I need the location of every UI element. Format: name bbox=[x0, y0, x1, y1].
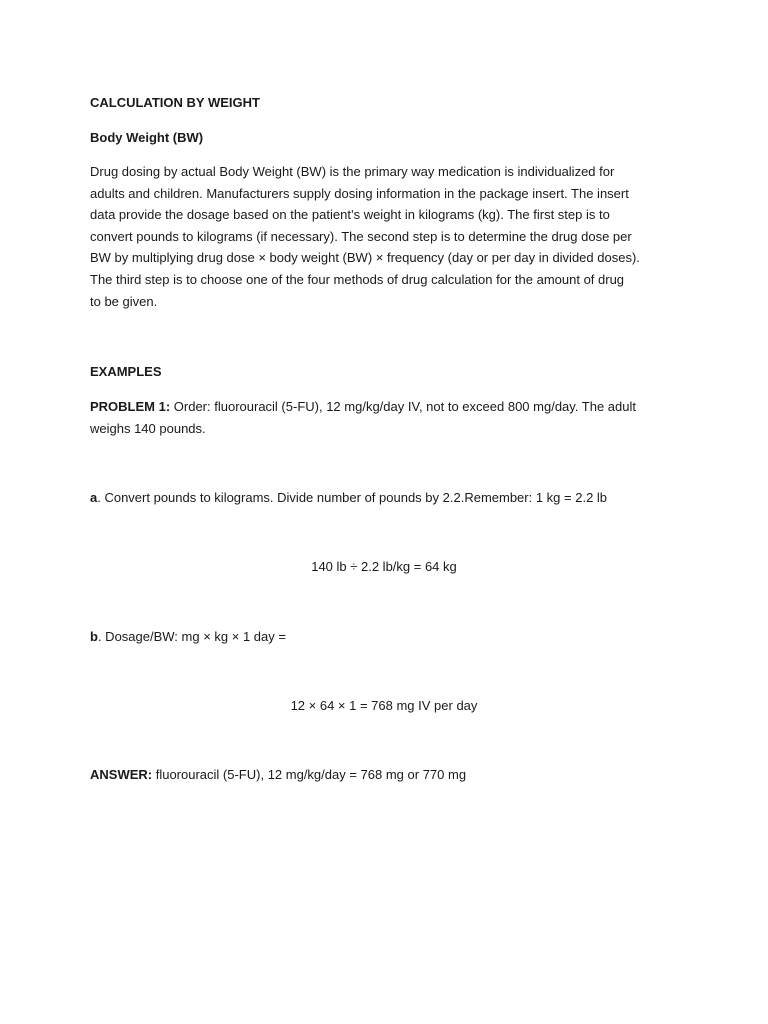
step-a-equation: 140 lb ÷ 2.2 lb/kg = 64 kg bbox=[311, 559, 457, 574]
step-a-text: . Convert pounds to kilograms. Divide number of pounds by 2.2.Remember: 1 kg = 2.2 lb bbox=[97, 490, 608, 505]
step-a bbox=[90, 487, 607, 509]
examples-heading: EXAMPLES bbox=[90, 364, 162, 379]
document-title: CALCULATION BY WEIGHT bbox=[90, 95, 260, 110]
step-b-text: . Dosage/BW: mg × kg × 1 day = bbox=[97, 629, 286, 644]
answer-label: ANSWER: bbox=[90, 767, 153, 782]
step-b-equation: 12 × 64 × 1 = 768 mg IV per day bbox=[290, 698, 478, 713]
intro-line: BW by multiplying drug dose × body weight (BW) × frequency (day or per day in divided doses). bbox=[90, 250, 640, 266]
step-a-label: a bbox=[90, 490, 98, 505]
intro-line: Drug dosing by actual Body Weight (BW) is the primary way medication is individualized for bbox=[90, 164, 615, 179]
section-heading-body-weight: Body Weight (BW) bbox=[90, 130, 204, 145]
step-b-label: b bbox=[90, 629, 98, 644]
intro-line: data provide the dosage based on the patient’s weight in kilograms (kg). The first step is to bbox=[90, 207, 610, 223]
problem1-text: Order: fluorouracil (5-FU), 12 mg/kg/day IV, not to exceed 800 mg/day. The adult bbox=[170, 399, 637, 414]
answer-text: fluorouracil (5-FU), 12 mg/kg/day = 768 mg or 770 mg bbox=[152, 767, 467, 782]
answer bbox=[90, 764, 466, 786]
step-b bbox=[90, 626, 286, 648]
intro-line: adults and children. Manufacturers supply dosing information in the package insert. The insert bbox=[90, 185, 629, 201]
problem1-line1 bbox=[90, 396, 636, 418]
problem1-line2: weighs 140 pounds. bbox=[90, 421, 206, 436]
intro-line: convert pounds to kilograms (if necessary). The second step is to determine the drug dose per bbox=[90, 228, 632, 244]
intro-line: to be given. bbox=[90, 293, 158, 309]
intro-line: The third step is to choose one of the four methods of drug calculation for the amount of drug bbox=[90, 271, 625, 287]
intro-paragraph bbox=[90, 161, 680, 312]
problem1-label: PROBLEM 1: bbox=[90, 399, 171, 414]
